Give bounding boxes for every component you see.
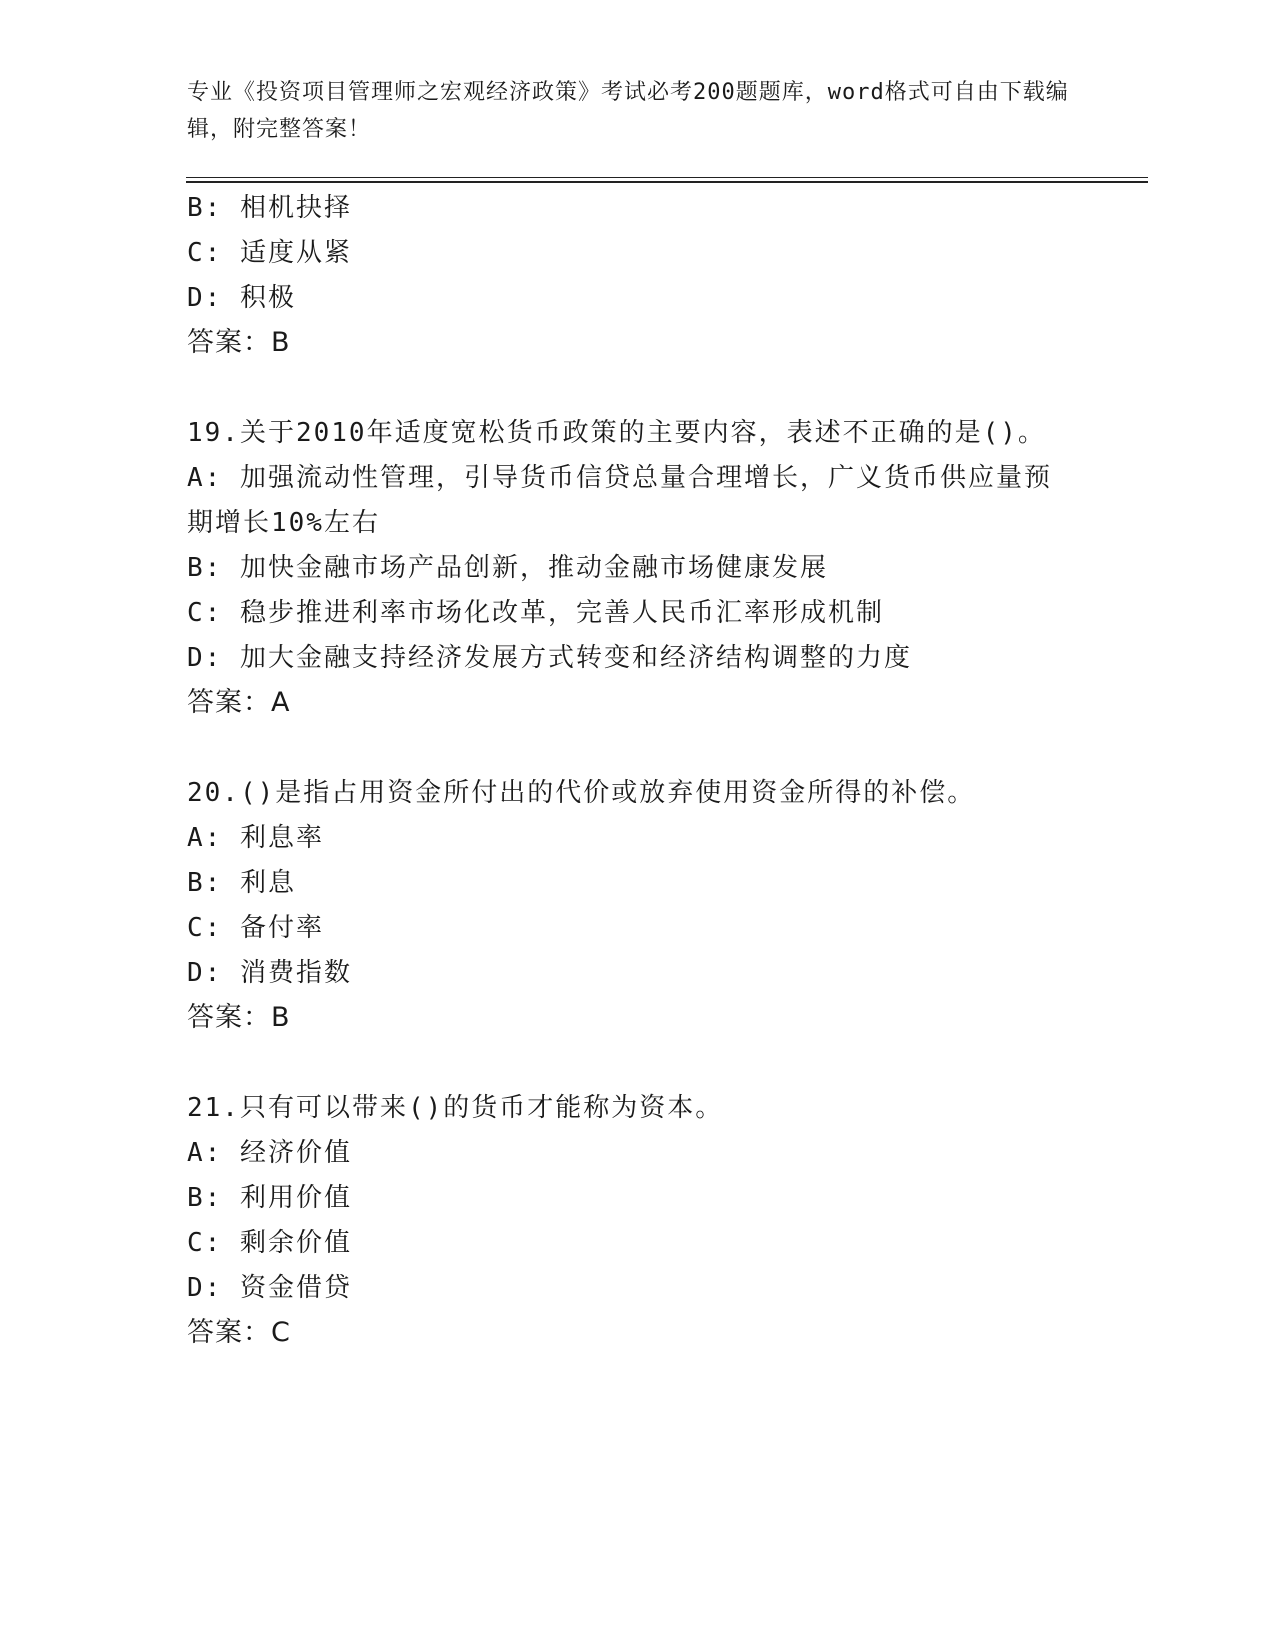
q21-answer: 答案：C (187, 1317, 291, 1348)
q21-option-d: D: 资金借贷 (187, 1273, 352, 1303)
q21-option-b: B: 利用价值 (187, 1183, 352, 1213)
q19-option-d: D: 加大金融支持经济发展方式转变和经济结构调整的力度 (187, 643, 912, 673)
q21-stem: 21.只有可以带来()的货币才能称为资本。 (187, 1093, 724, 1123)
q20-answer: 答案：B (187, 1002, 291, 1033)
q19-stem: 19.关于2010年适度宽松货币政策的主要内容，表述不正确的是()。 (187, 418, 1046, 448)
q21-option-c: C: 剩余价值 (187, 1228, 352, 1258)
q19-option-c: C: 稳步推进利率市场化改革，完善人民币汇率形成机制 (187, 598, 884, 628)
q21-option-a: A: 经济价值 (187, 1138, 352, 1168)
header-rule-top (186, 177, 1148, 178)
document-header: 专业《投资项目管理师之宏观经济政策》考试必考200题题库，word格式可自由下载编辑，附完整答案！ (187, 80, 1069, 142)
q20-option-a: A: 利息率 (187, 823, 324, 853)
q20-option-d: D: 消费指数 (187, 958, 352, 988)
q20-option-b: B: 利息 (187, 868, 296, 898)
q19-option-a-line1: A: 加强流动性管理，引导货币信贷总量合理增长，广义货币供应量预 (187, 463, 1052, 493)
q19-answer: 答案：A (187, 687, 291, 718)
q20-option-c: C: 备付率 (187, 913, 324, 943)
header-rule-bottom (186, 181, 1148, 183)
q19-option-a-line2: 期增长10%左右 (187, 508, 380, 538)
q18-answer: 答案：B (187, 327, 291, 358)
q18-option-d: D: 积极 (187, 283, 296, 313)
q20-stem: 20.()是指占用资金所付出的代价或放弃使用资金所得的补偿。 (187, 778, 976, 808)
q18-option-b: B: 相机抉择 (187, 193, 352, 223)
q19-option-b: B: 加快金融市场产品创新，推动金融市场健康发展 (187, 553, 828, 583)
q18-option-c: C: 适度从紧 (187, 238, 352, 268)
